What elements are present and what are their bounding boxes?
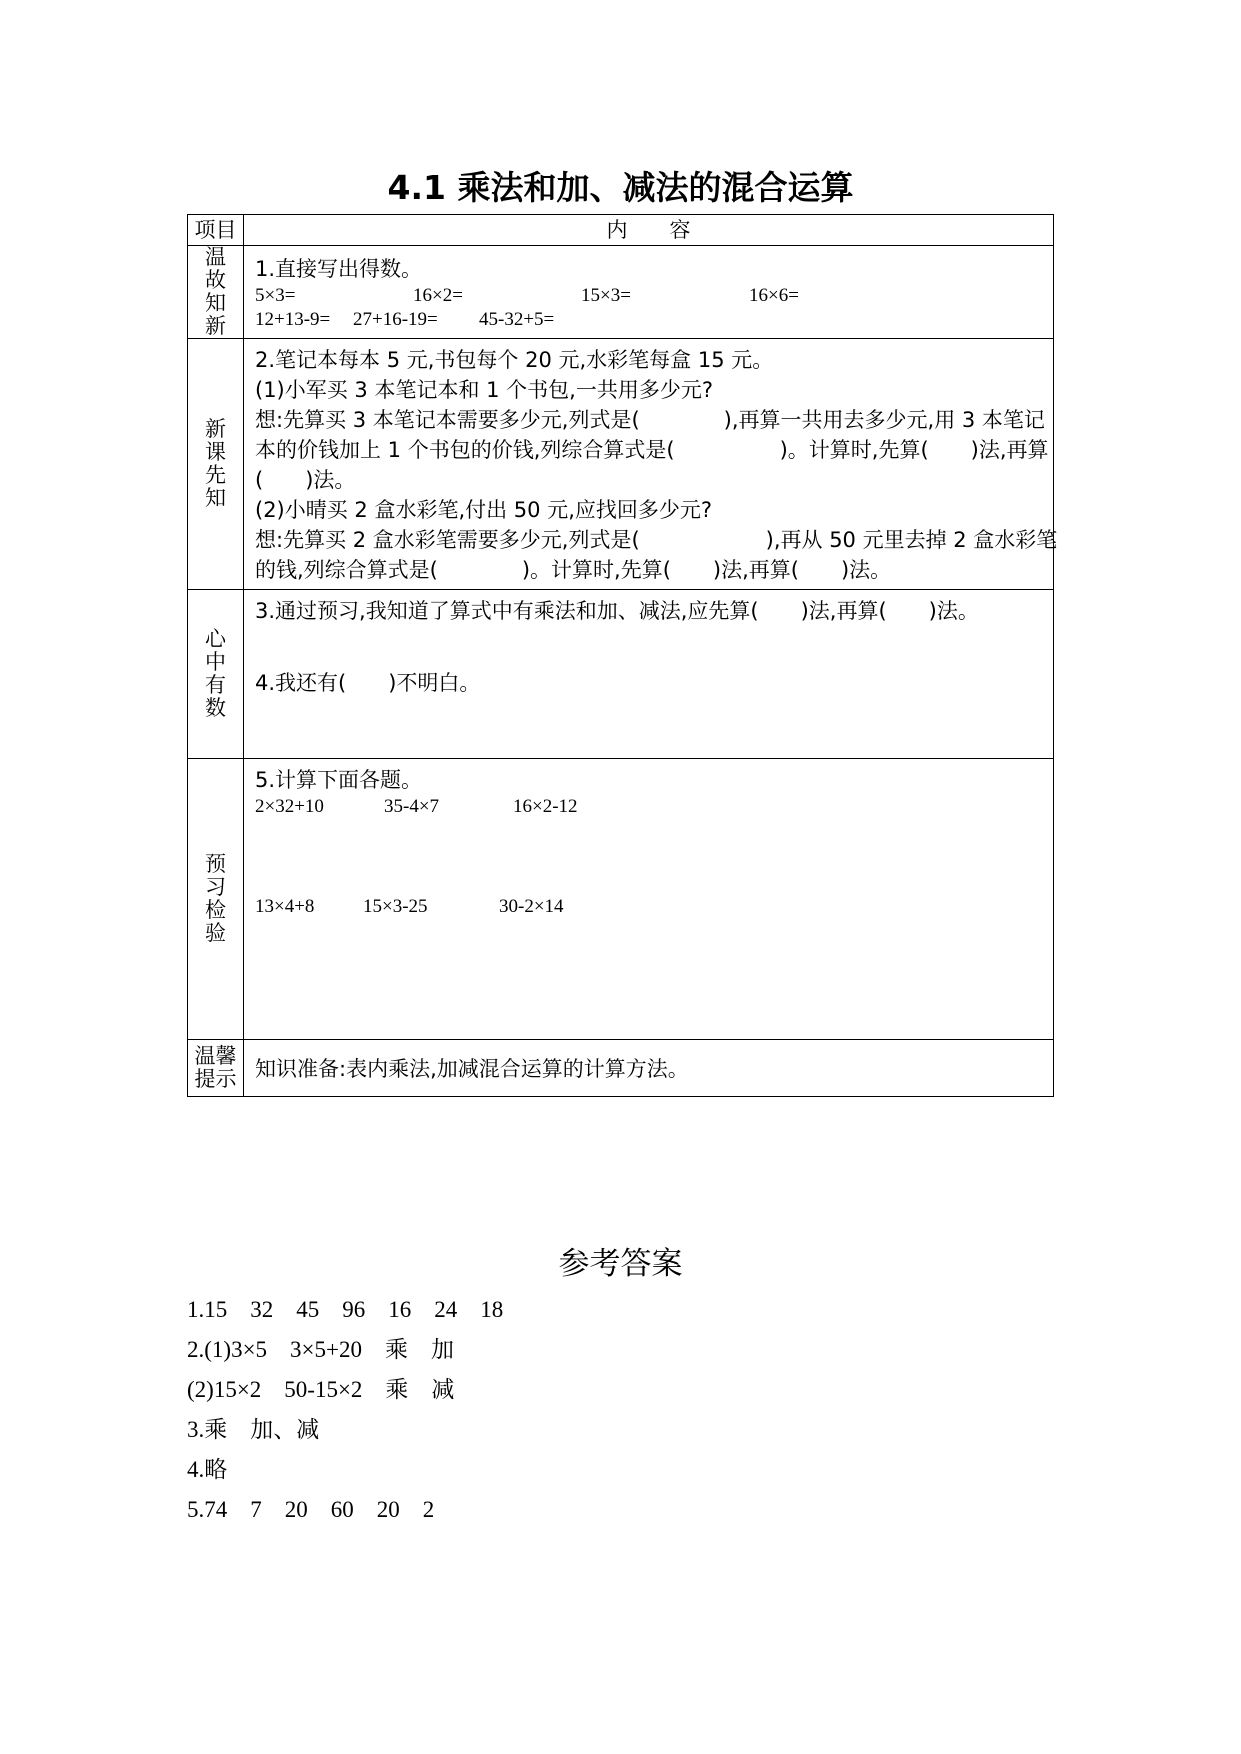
calc-item: 15×3-25 <box>363 896 428 917</box>
question-1: 1.直接写出得数。 <box>255 257 423 281</box>
mind-label-char: 心 <box>205 627 226 651</box>
mind-label-char: 有 <box>205 673 226 697</box>
answers-list <box>187 1290 503 1530</box>
check-content <box>244 759 1054 1040</box>
mind-label-char: 数 <box>205 696 226 720</box>
preview-label-char: 知 <box>205 486 226 510</box>
tip-content <box>244 1040 1054 1097</box>
answer-line: 5.74 7 20 60 20 2 <box>187 1497 435 1522</box>
review-label-char: 温 <box>205 245 226 269</box>
preview-label-char: 课 <box>205 440 226 464</box>
calc-item: 35-4×7 <box>384 796 440 817</box>
calc-item: 15×3= <box>581 285 631 306</box>
mind-row <box>188 590 1054 759</box>
tip-label <box>188 1040 244 1097</box>
check-label-char: 习 <box>205 875 226 899</box>
question-4: 4.我还有( )不明白。 <box>255 671 481 695</box>
answer-line: 2.(1)3×5 3×5+20 乘 加 <box>187 1337 454 1362</box>
preview-worksheet-table <box>187 214 1058 1097</box>
check-calc-row-1 <box>255 795 1043 819</box>
calc-item: 13×4+8 <box>255 896 315 917</box>
calc-item: 27+16-19= <box>353 309 438 330</box>
question-2-part-1: (1)小军买 3 本笔记本和 1 个书包,一共用多少元? <box>255 378 713 402</box>
check-label-char: 检 <box>205 898 226 922</box>
preview-content <box>244 339 1058 590</box>
review-row <box>188 246 1054 339</box>
tip-label-line: 提示 <box>194 1067 237 1091</box>
answer-line: (2)15×2 50-15×2 乘 减 <box>187 1377 455 1402</box>
mind-label-char: 中 <box>205 650 226 674</box>
calc-item: 30-2×14 <box>499 896 564 917</box>
question-2-part-1-hint: ( )法。 <box>255 468 356 492</box>
tip-label-line: 温馨 <box>194 1044 237 1068</box>
check-row <box>188 759 1054 1040</box>
calc-item: 12+13-9= <box>255 309 331 330</box>
calc-item: 16×2-12 <box>513 796 578 817</box>
question-2-part-2: (2)小晴买 2 盒水彩笔,付出 50 元,应找回多少元? <box>255 498 713 522</box>
question-2-part-1-hint: 想:先算买 3 本笔记本需要多少元,列式是( ),再算一共用去多少元,用 3 本笔记 <box>255 408 1045 432</box>
review-content <box>244 246 1054 339</box>
question-2-part-2-hint: 想:先算买 2 盒水彩笔需要多少元,列式是( ),再从 50 元里去掉 2 盒水彩笔 <box>255 528 1058 552</box>
review-calc-row-1 <box>255 284 1043 308</box>
answer-line: 1.15 32 45 96 16 24 18 <box>187 1297 504 1322</box>
answer-line: 3.乘 加、减 <box>187 1417 320 1442</box>
question-2-part-2-hint: 的钱,列综合算式是( )。计算时,先算( )法,再算( )法。 <box>255 558 892 582</box>
review-calc-row-2 <box>255 308 1043 332</box>
preview-label-char: 新 <box>205 417 226 441</box>
check-label-char: 验 <box>205 921 226 945</box>
calc-item: 16×6= <box>749 285 799 306</box>
answer-line: 4.略 <box>187 1457 228 1482</box>
tip-row <box>188 1040 1054 1097</box>
answers-title: 参考答案 <box>558 1246 683 1282</box>
check-label-char: 预 <box>205 852 226 876</box>
review-label-char: 故 <box>205 268 226 292</box>
mind-content <box>244 590 1054 759</box>
calc-item: 45-32+5= <box>479 309 555 330</box>
tip-text: 知识准备:表内乘法,加减混合运算的计算方法。 <box>255 1057 689 1081</box>
check-calc-row-2 <box>255 895 1043 919</box>
page-title: 4.1 乘法和加、减法的混合运算 <box>387 168 854 207</box>
question-5: 5.计算下面各题。 <box>255 768 423 792</box>
question-3: 3.通过预习,我知道了算式中有乘法和加、减法,应先算( )法,再算( )法。 <box>255 599 979 623</box>
preview-label <box>188 339 244 590</box>
table-header-row <box>188 215 1054 246</box>
question-2-part-1-hint: 本的价钱加上 1 个书包的价钱,列综合算式是( )。计算时,先算( )法,再算 <box>255 438 1049 462</box>
check-label <box>188 759 244 1040</box>
preview-label-char: 先 <box>205 463 226 487</box>
header-item: 项目 <box>188 215 244 246</box>
review-label-char: 新 <box>205 314 226 338</box>
calc-item: 16×2= <box>413 285 463 306</box>
review-label <box>188 246 244 339</box>
question-2: 2.笔记本每本 5 元,书包每个 20 元,水彩笔每盒 15 元。 <box>255 348 774 372</box>
review-label-char: 知 <box>205 291 226 315</box>
preview-row <box>188 339 1054 590</box>
calc-item: 2×32+10 <box>255 796 324 817</box>
header-content: 内 容 <box>244 215 1054 246</box>
mind-label <box>188 590 244 759</box>
calc-item: 5×3= <box>255 285 296 306</box>
